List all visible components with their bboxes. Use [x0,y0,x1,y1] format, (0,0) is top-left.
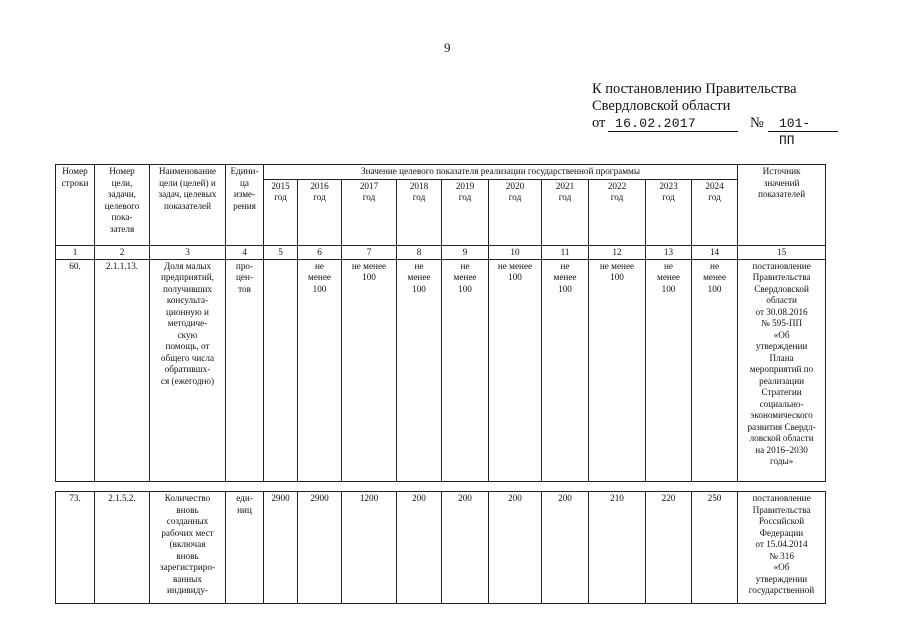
value-2019: 200 [442,492,489,604]
header-values-group: Значение целевого показателя реализации государственной программы [264,165,738,180]
header-line-2: Свердловской области [592,98,731,114]
column-number: 2 [95,245,150,259]
goal-number: 2.1.5.2. [95,492,150,604]
value-2022: 210 [589,492,646,604]
value-2015: 2900 [264,492,298,604]
column-number: 7 [342,245,397,259]
value-2023: не менее 100 [646,259,692,481]
header-year: 2019 год [442,179,489,245]
unit: про- цен- тов [226,259,264,481]
value-2020: 200 [489,492,542,604]
value-2018: 200 [397,492,442,604]
column-number: 5 [264,245,298,259]
value-2020: не менее 100 [489,259,542,481]
indicator-name: Количество вновь созданных рабочих мест (включая вновь зарегистриро- ванных индивиду- [150,492,226,604]
page-number: 9 [444,40,451,55]
number-sign: № [750,115,764,131]
value-2023: 220 [646,492,692,604]
header-year: 2018 год [397,179,442,245]
indicator-source: постановление Правительства Российской Федерации от 15.04.2014 № 316 «Об утверждении государственной [738,492,826,604]
table-row [56,259,826,481]
header-line-1: К постановлению Правительства [592,81,797,97]
document-number: 101-ПП [779,116,811,148]
column-number: 9 [442,245,489,259]
row-number: 60. [56,259,95,481]
value-2016: не менее 100 [298,259,342,481]
column-number: 15 [738,245,826,259]
column-number: 4 [226,245,264,259]
number-underline [768,131,838,132]
column-number: 11 [542,245,589,259]
date-prefix: от [592,115,606,131]
document-header [592,81,811,148]
column-number: 8 [397,245,442,259]
date-underline [608,131,738,132]
column-number: 12 [589,245,646,259]
header-year: 2017 год [342,179,397,245]
header-year: 2021 год [542,179,589,245]
column-numbers-row [56,245,826,259]
header-goal-number: Номер цели, задачи, целевого пока- зателя [95,165,150,246]
header-unit: Едини- ца изме- рения [226,165,264,246]
header-date-line [592,115,811,148]
column-number: 14 [692,245,738,259]
unit: еди- ниц [226,492,264,604]
indicator-source: постановление Правительства Свердловской области от 30.08.2016 № 595-ПП «Об утверждении Плана мероприятий по реализации Стратегии социально- экономического развития Свердл- ловской области на 2016–2030 годы» [738,259,826,481]
value-2019: не менее 100 [442,259,489,481]
value-2015 [264,259,298,481]
value-2017: не менее 100 [342,259,397,481]
column-number: 3 [150,245,226,259]
header-year: 2023 год [646,179,692,245]
goal-number: 2.1.1.13. [95,259,150,481]
indicators-table-continued [55,491,826,604]
table-header-row-1 [56,165,826,180]
value-2022: не менее 100 [589,259,646,481]
header-row-number: Номер строки [56,165,95,246]
indicator-name: Доля малых предприятий, получивших консульта- ционную и методиче- скую помощь, от общего числа обратившх- ся (ежегодно) [150,259,226,481]
header-year: 2015 год [264,179,298,245]
value-2024: не менее 100 [692,259,738,481]
header-year: 2020 год [489,179,542,245]
header-year: 2022 год [589,179,646,245]
document-date: 16.02.2017 [615,116,697,131]
column-number: 13 [646,245,692,259]
column-number: 1 [56,245,95,259]
header-source: Источник значений показателей [738,165,826,246]
value-2024: 250 [692,492,738,604]
header-year: 2024 год [692,179,738,245]
value-2016: 2900 [298,492,342,604]
indicators-table [55,164,826,482]
column-number: 10 [489,245,542,259]
row-number: 73. [56,492,95,604]
header-name: Наименование цели (целей) и задач, целевых показателей [150,165,226,246]
value-2021: 200 [542,492,589,604]
header-year: 2016 год [298,179,342,245]
value-2017: 1200 [342,492,397,604]
table-row [56,492,826,604]
value-2021: не менее 100 [542,259,589,481]
value-2018: не менее 100 [397,259,442,481]
column-number: 6 [298,245,342,259]
